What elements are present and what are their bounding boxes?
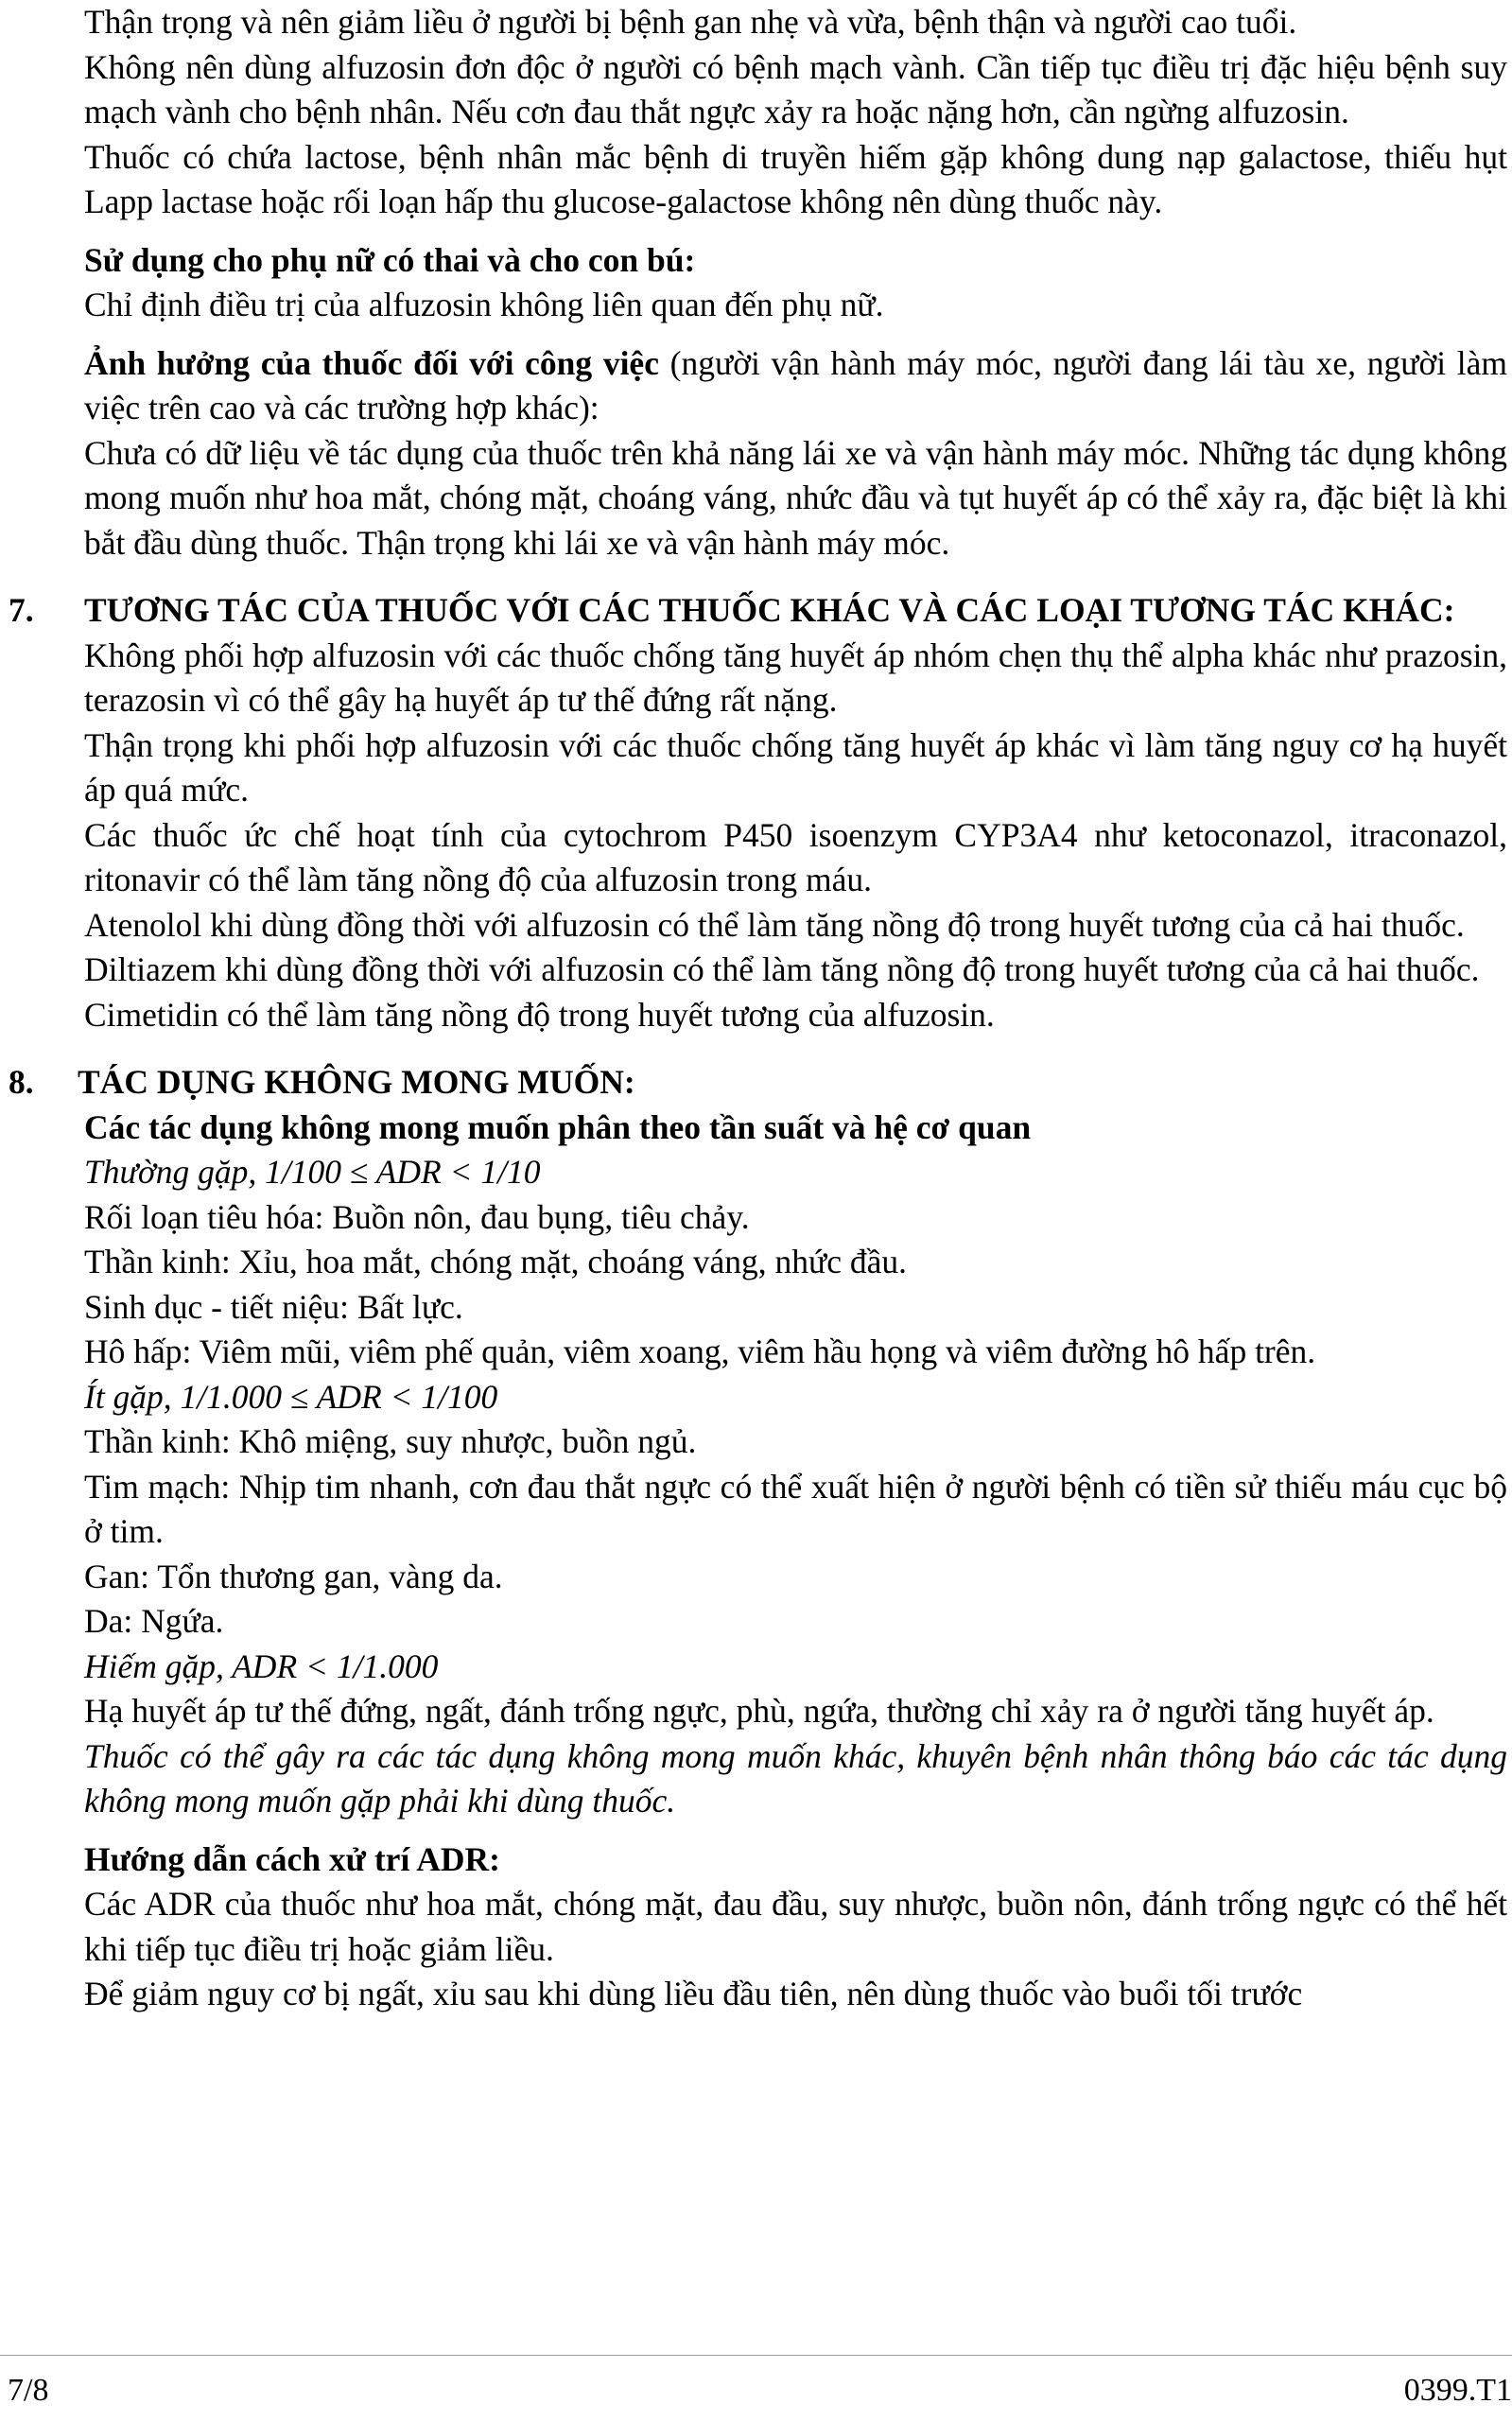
section-title: TƯƠNG TÁC CỦA THUỐC VỚI CÁC THUỐC KHÁC VÀ CÁC LOẠI TƯƠNG TÁC KHÁC: <box>84 591 1455 629</box>
subheading: Các tác dụng không mong muốn phân theo tần suất và hệ cơ quan <box>84 1107 1032 1146</box>
driving-heading-rest: (người vận hành máy móc, người đang lái tàu xe, người làm việc trên cao và các trường hợp khác): <box>84 343 1507 427</box>
paragraph: Các ADR của thuốc như hoa mắt, chóng mặt, đau đầu, suy nhược, buồn nôn, đánh trống ngực có thể hết khi tiếp tục điều trị hoặc giảm liều. <box>84 1885 1507 1968</box>
section-8 <box>9 1060 1507 2017</box>
notice-text: Thuốc có thể gây ra các tác dụng không mong muốn khác, khuyên bệnh nhân thông báo các tác dụng không mong muốn gặp phải khi dùng thuốc. <box>84 1736 1507 1820</box>
section-title: TÁC DỤNG KHÔNG MONG MUỐN: <box>78 1063 635 1101</box>
list-item: Thần kinh: Khô miệng, suy nhược, buồn ngủ. <box>84 1422 697 1460</box>
list-item: Rối loạn tiêu hóa: Buồn nôn, đau bụng, tiêu chảy. <box>84 1197 750 1236</box>
page-number: 7/8 <box>8 2373 49 2408</box>
paragraph: Thuốc có chứa lactose, bệnh nhân mắc bệnh di truyền hiếm gặp không dung nạp galactose, thiếu hụt Lapp lactase hoặc rối loạn hấp thu glucose-galactose không nên dùng thuốc này. <box>84 137 1507 220</box>
paragraph: Chưa có dữ liệu về tác dụng của thuốc trên khả năng lái xe và vận hành máy móc. Những tác dụng không mong muốn như hoa mắt, chóng mặt, choáng váng, nhức đầu và tụt huyết áp có thể xảy ra, đặc biệt là khi bắt đầu dùng thuốc. Thận trọng khi lái xe và vận hành máy móc. <box>84 433 1507 562</box>
paragraph: Diltiazem khi dùng đồng thời với alfuzosin có thể làm tăng nồng độ trong huyết tương của cả hai thuốc. <box>84 950 1480 988</box>
paragraph: Thận trọng và nên giảm liều ở người bị bệnh gan nhẹ và vừa, bệnh thận và người cao tuổi. <box>84 3 1297 41</box>
list-item: Hô hấp: Viêm mũi, viêm phế quản, viêm xoang, viêm hầu họng và viêm đường hô hấp trên. <box>84 1332 1316 1370</box>
paragraph: Không phối hợp alfuzosin với các thuốc chống tăng huyết áp nhóm chẹn thụ thể alpha khác như prazosin, terazosin vì có thể gây hạ huyết áp tư thế đứng rất nặng. <box>84 636 1507 719</box>
list-item: Da: Ngứa. <box>84 1602 224 1640</box>
paragraph: Chỉ định điều trị của alfuzosin không liên quan đến phụ nữ. <box>84 286 884 323</box>
frequency-label: Ít gặp, 1/1.000 ≤ ADR < 1/100 <box>84 1377 498 1416</box>
section-7 <box>9 588 1507 1037</box>
list-item: Sinh dục - tiết niệu: Bất lực. <box>84 1287 463 1326</box>
section-number: 8. <box>9 1063 34 1101</box>
driving-paragraph <box>84 341 1507 431</box>
frequency-label: Thường gặp, 1/100 ≤ ADR < 1/10 <box>84 1153 541 1191</box>
pregnancy-heading: Sử dụng cho phụ nữ có thai và cho con bú: <box>84 240 696 279</box>
adr-heading: Hướng dẫn cách xử trí ADR: <box>84 1839 500 1878</box>
list-item: Hạ huyết áp tư thế đứng, ngất, đánh trống ngực, phù, ngứa, thường chỉ xảy ra ở người tăng huyết áp. <box>84 1692 1434 1730</box>
list-item: Gan: Tổn thương gan, vàng da. <box>84 1557 503 1595</box>
paragraph: Không nên dùng alfuzosin đơn độc ở người có bệnh mạch vành. Cần tiếp tục điều trị đặc hiệu bệnh suy mạch vành cho bệnh nhân. Nếu cơn đau thắt ngực xảy ra hoặc nặng hơn, cần ngừng alfuzosin. <box>84 47 1507 131</box>
paragraph: Cimetidin có thể làm tăng nồng độ trong huyết tương của alfuzosin. <box>84 995 995 1034</box>
document-code: 0399.T1 <box>1403 2373 1512 2408</box>
paragraph: Thận trọng khi phối hợp alfuzosin với các thuốc chống tăng huyết áp khác vì làm tăng nguy cơ hạ huyết áp quá mức. <box>84 725 1507 809</box>
paragraph: Để giảm nguy cơ bị ngất, xỉu sau khi dùng liều đầu tiên, nên dùng thuốc vào buổi tối trước <box>84 1975 1303 2012</box>
footer-divider <box>0 2355 1512 2356</box>
driving-heading: Ảnh hưởng của thuốc đối với công việc <box>84 343 659 382</box>
paragraph: Atenolol khi dùng đồng thời với alfuzosin có thể làm tăng nồng độ trong huyết tương của cả hai thuốc. <box>84 905 1465 944</box>
section-number: 7. <box>9 591 34 629</box>
list-item: Tim mạch: Nhịp tim nhanh, cơn đau thắt ngực có thể xuất hiện ở người bệnh có tiền sử thiếu máu cục bộ ở tim. <box>84 1467 1507 1550</box>
frequency-label: Hiếm gặp, ADR < 1/1.000 <box>84 1646 439 1685</box>
list-item: Thần kinh: Xỉu, hoa mắt, chóng mặt, choáng váng, nhức đầu. <box>84 1243 908 1280</box>
paragraph: Các thuốc ức chế hoạt tính của cytochrom P450 isoenzym CYP3A4 như ketoconazol, itraconazol, ritonavir có thể làm tăng nồng độ của alfuzosin trong máu. <box>84 815 1507 898</box>
document-body <box>9 0 1507 2017</box>
